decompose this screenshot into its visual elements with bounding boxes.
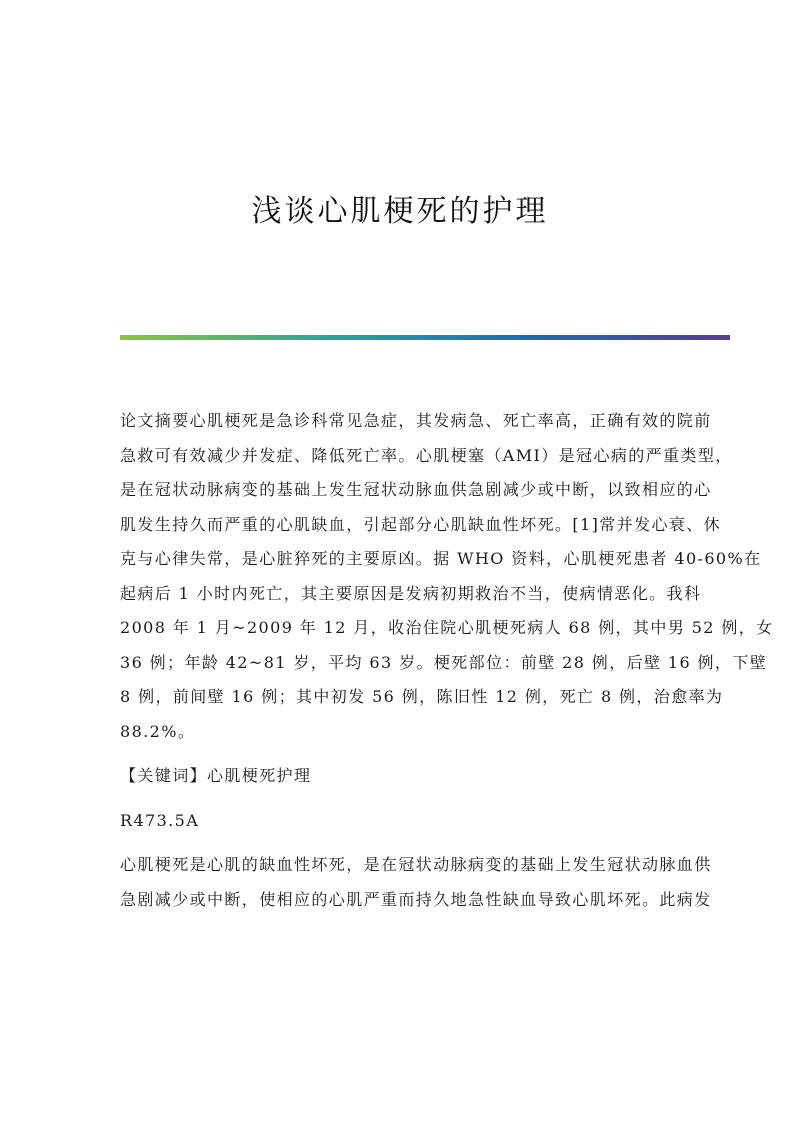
abstract-line: 88.2%。 (120, 721, 196, 741)
abstract-line: 2008 年 1 月~2009 年 12 月，收治住院心肌梗死病人 68 例，其中男 52 例，女 (120, 618, 774, 637)
abstract-line: 急救可有效减少并发症、降低死亡率。心肌梗塞（AMI）是冠心病的严重类型， (120, 445, 733, 465)
intro-line: 急剧减少或中断，使相应的心肌严重而持久地急性缺血导致心肌坏死。此病发 (120, 889, 712, 909)
intro-line: 心肌梗死是心肌的缺血性坏死，是在冠状动脉病变的基础上发生冠状动脉血供 (120, 855, 712, 874)
classification-code: R473.5A (120, 810, 200, 830)
intro-paragraph (120, 848, 712, 917)
title-divider (120, 335, 730, 340)
document-title: 浅谈心肌梗死的护理 (251, 194, 549, 229)
keywords-line: 【关键词】心肌梗死护理 (120, 766, 312, 785)
abstract-line: 克与心律失常，是心脏猝死的主要原凶。据 WHO 资料，心肌梗死患者 40-60%在 (120, 549, 762, 568)
document-body (120, 404, 774, 917)
abstract-line: 论文摘要心肌梗死是急诊科常见急症，其发病急、死亡率高，正确有效的院前 (120, 411, 712, 430)
classification-paragraph (120, 804, 680, 839)
abstract-line: 肌发生持久而严重的心肌缺血，引起部分心肌缺血性坏死。[1]常并发心衰、休 (120, 514, 722, 534)
abstract-line: 8 例，前间壁 16 例；其中初发 56 例，陈旧性 12 例，死亡 8 例，治愈率为 (120, 687, 724, 706)
abstract-paragraph (120, 404, 774, 749)
abstract-line: 起病后 1 小时内死亡，其主要原因是发病初期救治不当，使病情恶化。我科 (120, 583, 702, 603)
abstract-line: 36 例；年龄 42~81 岁，平均 63 岁。梗死部位：前壁 28 例，后壁 16 例，下壁 (120, 652, 768, 672)
keywords-paragraph (120, 759, 680, 794)
abstract-line: 是在冠状动脉病变的基础上发生冠状动脉血供急剧减少或中断，以致相应的心 (120, 480, 712, 499)
